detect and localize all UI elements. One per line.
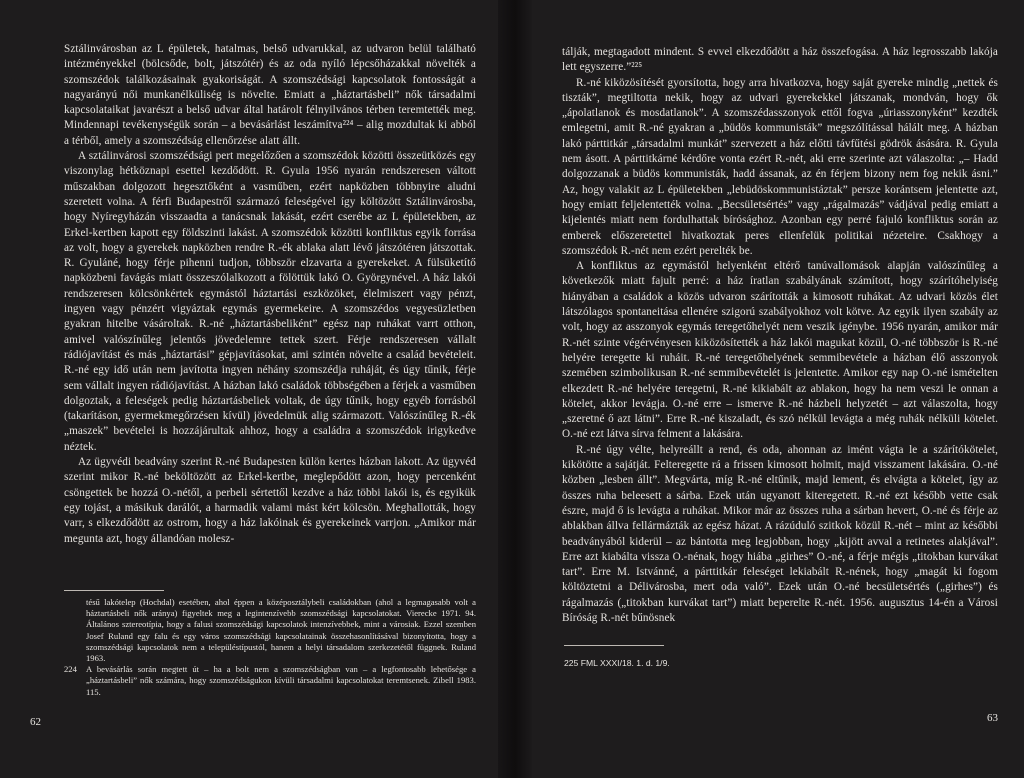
footnote bbox=[64, 597, 476, 664]
paragraph: Az ügyvédi beadvány szerint R.-né Budapesten külön kertes házban lakott. Az ügyvéd szerint mikor R.-né beköltözött az Erkel-kertbe, meglepődött azon, hogy percenként csöngettek be hozzá O.-nétől, a perbeli sértettől kezdve a ház többi lakói is, és egyikük egy tojást, a másikuk darálót, a harmadik valami mást kért kölcsön. Meghallották, hogy varr, s elkezdődött az ostrom, hogy a ház lakóinak és gyerekeinek varrjon. „Amikor már megunta azt, hogy állandóan molesz- bbox=[64, 456, 476, 545]
footnote-number: 224 bbox=[64, 664, 77, 675]
footnote bbox=[564, 658, 994, 669]
paragraph: Sztálinvárosban az L épületek, hatalmas, belső udvarukkal, az udvaron belül található intézményekkel (bölcsőde, bolt, játszótér) és az oda nyíló lépcsőházakkal növelték a szomszédok találkozásainak gyakoriságát. A szomszédsági kapcsolatok fontosságát a nagyarányú női munkanélküliség is növelte. Emiatt a „háztartásbeli” nők társadalmi kapcsolataikat javarészt a belső udvar által határolt félnyilvános térben teremtették meg. Mindennapi tevékenységük során – a bevásárlást leszámítva²²⁴ – alig mozdultak ki abból a térből, amely a szomszédság ellenőrzése alatt állt. bbox=[64, 43, 476, 147]
paragraph: A sztálinvárosi szomszédsági pert megelőzően a szomszédok közötti összeütközés egy viszonylag hétköznapi esettel kezdődött. R. Gyula 1956 nyarán rendszeresen váltott műszakban dolgozott hegesztőként a vasműben, ezért napközben többnyire aludni szeretett volna. A férfi Budapestről származó feleségével így költözött Sztálinvárosba, hogy Nyíregyházán visszaadta a tanácsnak lakását, ezért cserébe az L épületekben, az Erkel-kertben kapott egy földszinti lakást. A szomszédok közötti konfliktus egyik forrása az volt, hogy a gyerekek napközben rendre R.-ék ablaka alatt lévő játszótéren játszottak. R. Gyuláné, hogy férje pihenni tudjon, többször elzavarta a gyerekeket. A fülsüketítő napközbeni favágás miatt összeszólalkozott a fölöttük lakó O. Györgynével. A ház lakói rendszeresen kölcsönkértek egymástól háztartási eszközöket, élelmiszert vagy pénzt, ingyen vagy pénzért vigyáztak egymás gyermekeire. A szomszédos vegyesüzletben gyakran hitelbe vásároltak. R.-né „háztartásbeliként” egész nap ruhákat varrt otthon, amivel valószínűleg jelentős jövedelemre tettek szert. Férje rendszeresen vállalt rádiójavítást és más „háztartási” gépjavításokat, ami szintén növelte a család bevételeit. R.-né egy idő után nem javította ingyen néhány szomszédja ruháját, és úgy tűnik, férje sem vállalt ingyen rádiójavítást. A házban lakó családok többségében a férjek a vasműben dolgoztak, a feleségek pedig háztartásbeliek voltak, de úgy tűnik, hogy egyéb forrásból (takarításon, gyermekmegőrzésen kívül) jövedelmük alig származott. Valószínűleg R.-ék „maszek” bevételei is hozzájárultak ahhoz, hogy a családra a szomszédok irigykedve néztek. bbox=[64, 150, 476, 453]
left-page-footnotes bbox=[64, 597, 476, 698]
footnote-rule bbox=[564, 645, 664, 646]
paragraph: R.-né úgy vélte, helyreállt a rend, és oda, ahonnan az imént vágta le a szárítókötelet, kikötötte a sajátját. Felteregette rá a frissen kimosott holmit, majd visszament lakására. O.-né közben „lesben állt”. Megvárta, míg R.-né eltűnik, majd lement, és elvágta a kötelet, így az összes ruha beleesett a sárba. Ezek után ugyanott kiteregetett. R.-né ezt később vette csak észre, majd ő is levágta a ruhákat. Mikor már az összes ruha a sárban hevert, O.-né és férje az ablakban állva fellármázták az egész házat. A rázúduló szitkok közül R.-nét – mint az későbbi beadványából kiderül – az bántotta meg legjobban, hogy „kijött avval a retinetes alakjával”. Erre azt kiabálta vissza O.-nénak, hogy hiába „girhes” O.-né, a férje mégis „titokban kurvákat tart”. Erre M. Istvánné, a párttitkár feleséget lekiabált R.-nének, hogy „magát ki fogom költöztetni a Délivárosba, mert oda való”. Ezek után O.-né becsületsértés („girhes”) és rágalmazás („titokban kurvákat tart”) miatt beperelte R.-nét. 1956. augusztus 14-én a Városi Bíróság R.-nét bűnösnek bbox=[562, 443, 998, 624]
right-page-body bbox=[562, 45, 998, 626]
footnote-text: 225 FML XXXI/18. 1. d. 1/9. bbox=[564, 658, 670, 668]
paragraph: tálják, megtagadott mindent. S evvel elkezdődött a ház összefogása. A ház legrosszabb lakója lett egyszerre.”²²⁵ bbox=[562, 46, 998, 74]
footnote bbox=[64, 664, 476, 698]
paragraph: R.-né kiközösítését gyorsította, hogy arra hivatkozva, hogy saját gyereke mindig „nettek és tiszták”, megtiltotta nekik, hogy az udvari gyerekekkel játszanak, mondván, hogy ők „ápolatlanok és mosdatlanok”. A szomszédasszonyok ettől fogva „úriasszonyként” kezdték emlegetni, amit R.-né gyakran a „büdös kommunisták” megszólítással hálált meg. A házban lakó párttitkár „társadalmi munkát” szervezett a ház előtti távfűtési gödrök ásására. R. Gyula nem ásott. A párttitkárné kérdőre vonta ezért R.-nét, aki erre szerinte azt válaszolta: „– Hadd dolgozzanak a büdös kommunisták, hadd ássanak, az én férjem bizony nem fog nekik ásni.” Az, hogy valakit az L épületekben „lebüdöskommunistáztak” persze korántsem jelentette azt, hogy emiatt feljelentették volna. „Becsületsértés” vagy „rágalmazás” vádjával pedig emiatt a kijelentés miatt nem fordulhattak bírósághoz. Azonban egy perré fajuló konfliktus során az emberek előszeretettel hivatkoztak peres ellenfelük politikai nézeteire. Csakhogy a szomszédok R.-nét nem ezért perelték be. bbox=[562, 76, 998, 257]
left-page-body bbox=[64, 42, 476, 547]
book-gutter bbox=[498, 0, 532, 778]
paragraph: A konfliktus az egymástól helyenként eltérő tanúvallomások alapján valószínűleg a következők miatt fajult perré: a ház íratlan szabályának számított, hogy szárítóhelyiség hiányában a családok a közös udvaron szárították a kimosott ruhákat. Az udvari közös élet látszólagos spontaneitása ellenére szigorú szabályokhoz volt kötve. Az egyik ilyen szabály az volt, hogy az asszonyok egymás teregetőhelyét nem veszik igénybe. 1956 nyarán, amikor már R.-nét szinte végérvényesen kiközösítették a ház lakói magukat közül, O.-né többször is R.-né helyére teregette ki ruháit. R.-né teregetőhelyének semmibevétele a házban élő asszonyok szemében szimbolikusan R.-né semmibevételét is jelentette. Amikor egy nap O.-né ismételten elkezdett R.-né helyére teregetni, R.-né kikiabált az ablakon, hogy ha nem veszi le onnan a kötelet, akkor levágja. O.-né erre – ismerve R.-né házbeli helyzetét – azt válaszolta, hogy „szeretné ő azt látni”. Erre R.-né kiszaladt, és szó nélkül levágta a még ruhák nélküli kötelet. O.-né ezt látva sírva felment a lakására. bbox=[562, 260, 998, 441]
footnote-rule bbox=[64, 590, 164, 591]
footnote-text: A bevásárlás során megtett út – ha a bolt nem a szomszédságban van – a legfontosabb lehetősége a „háztartásbeli” nők számára, hogy szomszédságukon kívüli társadalmi kapcsolatokat teremtsenek. Zibell 1983. 115. bbox=[86, 664, 476, 697]
footnote-text: tésű lakótelep (Hochdal) esetében, ahol éppen a középosztálybeli családokban (ahol a legmagasabb volt a háztartásbeli nők aránya) figyeltek meg a legintenzívebb szomszédsági kapcsolatokat. Vierecke 1971. 94. Általános sztereotípia, hogy a falusi szomszédsági kapcsolatok intenzívebbek, mint a városiak. Ezzel szemben Josef Ruland egy falu és egy város szomszédsági kapcsolatainak összehasonlításával bizonyította, hogy a szomszédsági kapcsolatok nem a településtípustól, hanem a helyi társadalom szerkezetétől függnek. Ruland 1963. bbox=[86, 597, 476, 664]
right-page bbox=[532, 0, 1024, 778]
page-number: 63 bbox=[987, 712, 998, 724]
right-page-footnotes bbox=[564, 658, 994, 669]
page-number: 62 bbox=[30, 716, 41, 728]
left-page bbox=[0, 0, 498, 778]
